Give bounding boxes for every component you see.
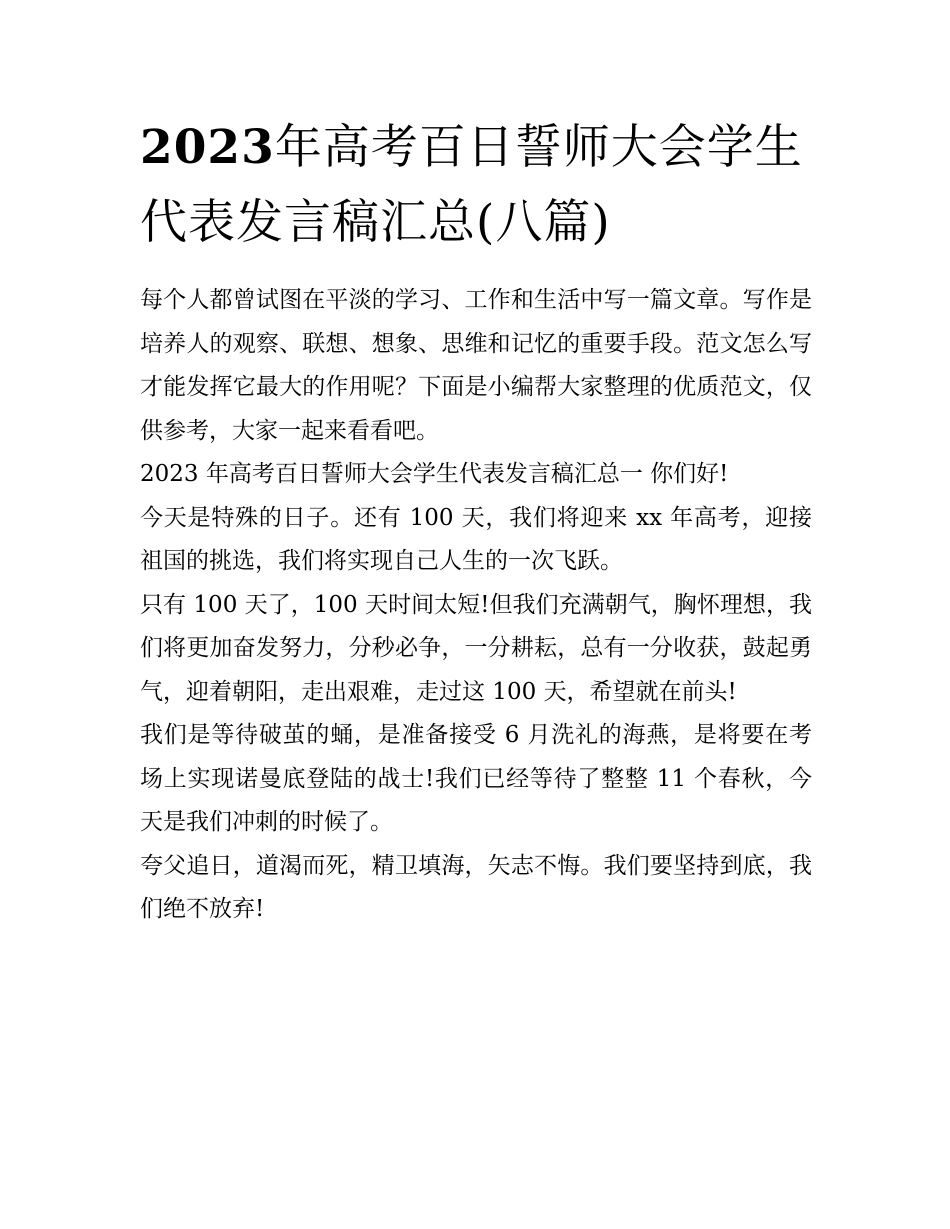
title-year: 2023 (140, 120, 275, 175)
document-body (140, 279, 812, 932)
document-title (140, 110, 820, 260)
paragraph-cocoon: 我们是等待破茧的蛹，是准备接受 6 月洗礼的海燕，是将要在考场上实现诺曼底登陆的战士!我们已经等待了整整 11 个春秋，今天是我们冲刺的时候了。 (140, 722, 812, 835)
paragraph-heading-one: 2023 年高考百日誓师大会学生代表发言稿汇总一 你们好! (140, 461, 729, 487)
paragraph-intro: 每个人都曾试图在平淡的学习、工作和生活中写一篇文章。写作是培养人的观察、联想、想象、思维和记忆的重要手段。范文怎么写才能发挥它最大的作用呢？下面是小编帮大家整理的优质范文，仅供参考，大家一起来看看吧。 (140, 287, 812, 444)
paragraph-today: 今天是特殊的日子。还有 100 天，我们将迎来 xx 年高考，迎接祖国的挑选，我们将实现自己人生的一次飞跃。 (140, 504, 812, 574)
paragraph-100-days: 只有 100 天了，100 天时间太短!但我们充满朝气，胸怀理想，我们将更加奋发努力，分秒必争，一分耕耘，总有一分收获，鼓起勇气，迎着朝阳，走出艰难，走过这 100 天，希望就在前头! (140, 591, 812, 705)
title-text: 年高考百日誓师大会学生代表发言稿汇总(八篇) (140, 120, 803, 250)
paragraph-kuafu: 夸父追日，道渴而死，精卫填海，矢志不悔。我们要坚持到底，我们绝不放弃! (140, 852, 812, 922)
